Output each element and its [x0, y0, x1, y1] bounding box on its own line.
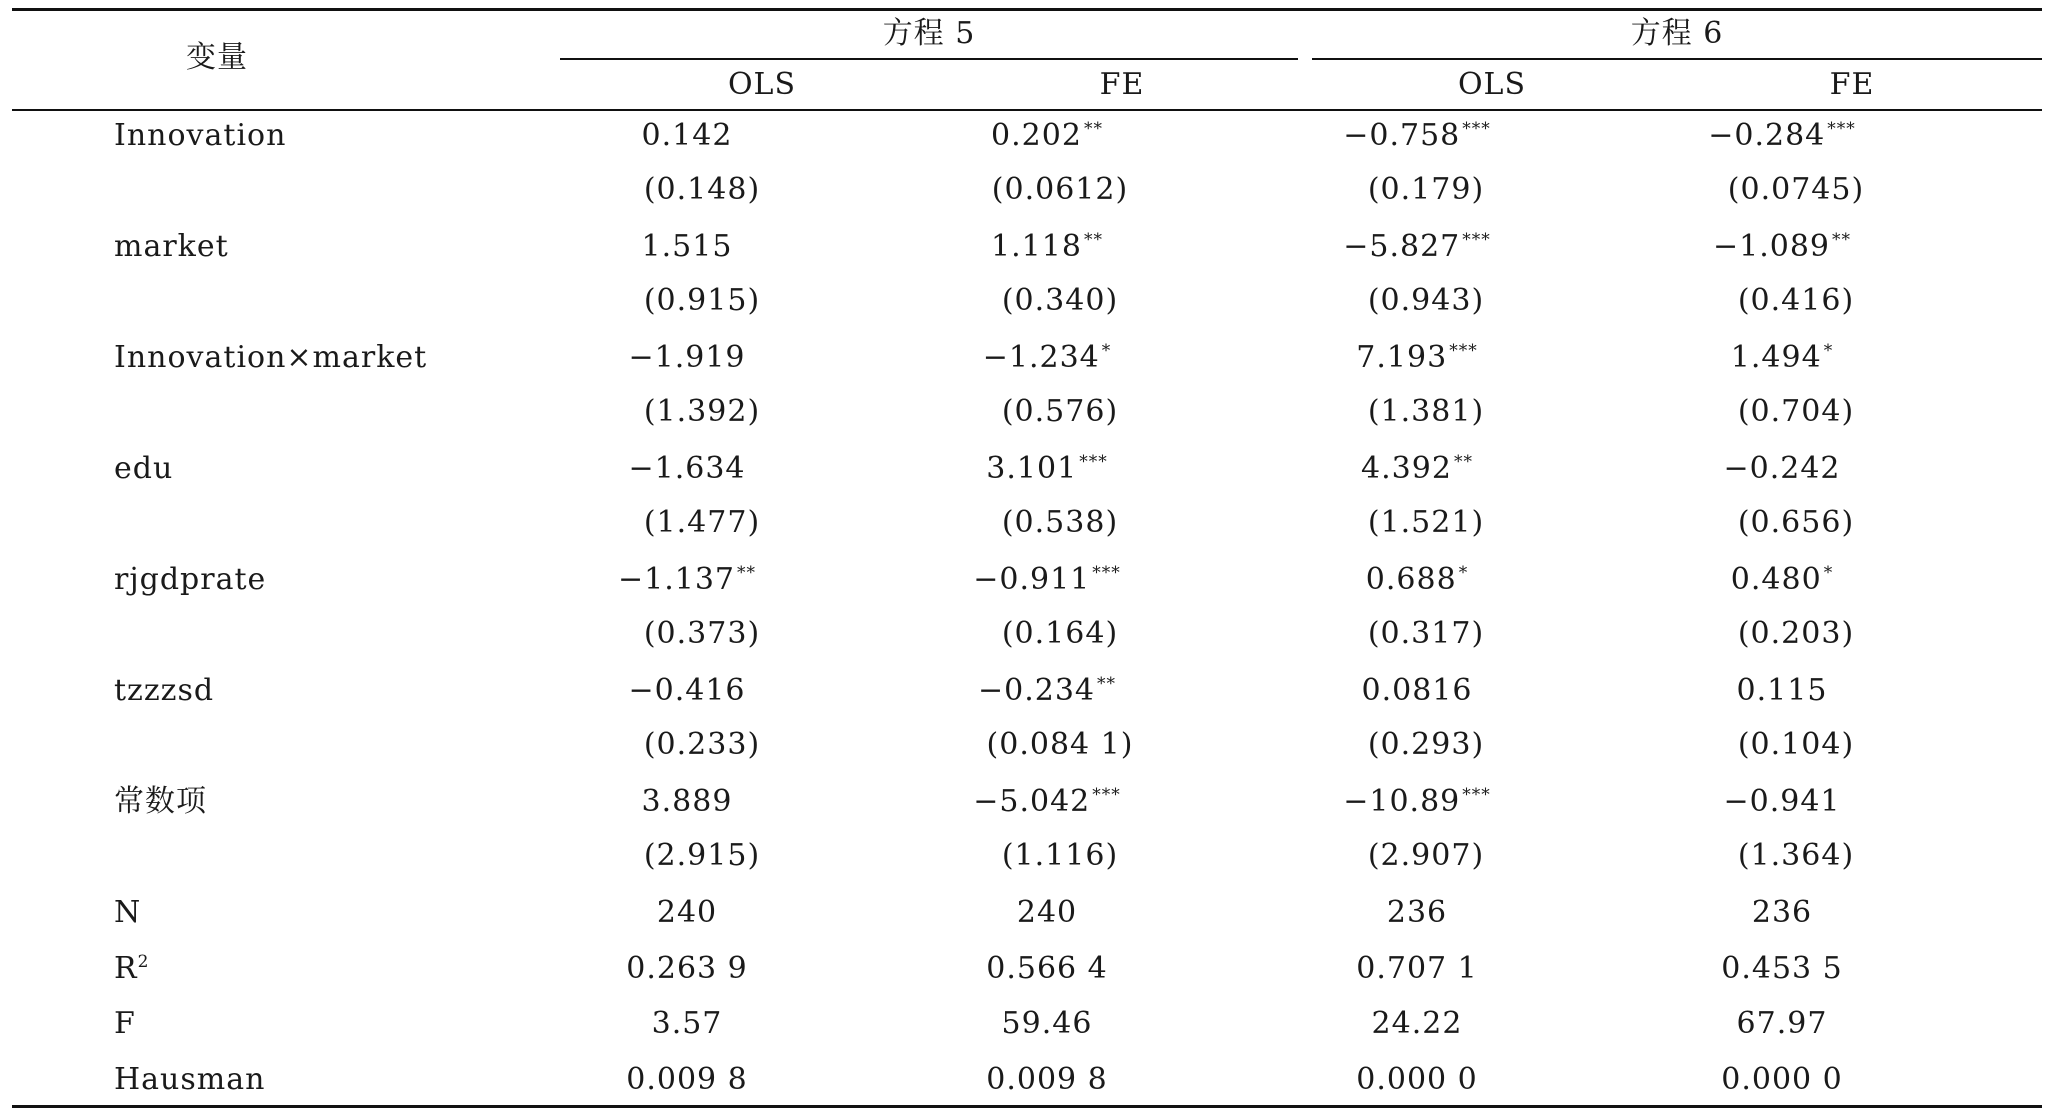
significance-stars: **: [737, 563, 757, 583]
coef-cell: [618, 562, 756, 598]
cell-value: 0.009 8: [986, 1062, 1108, 1097]
coef-cell: [1361, 451, 1473, 487]
header-eq6-fe: FE: [1829, 67, 1875, 102]
cell-value: 1.118: [991, 229, 1082, 264]
std-error-cell: [1368, 838, 1484, 874]
cell-value: (0.340): [1001, 283, 1119, 318]
coef-cell: [1362, 673, 1473, 709]
cell-value: 0.000 0: [1721, 1062, 1843, 1097]
coef-cell: [1356, 340, 1477, 376]
coef-cell: [1737, 1006, 1828, 1042]
cell-value: −0.242: [1723, 451, 1841, 486]
significance-stars: **: [1832, 230, 1852, 250]
coef-cell: [991, 118, 1103, 154]
header-group-eq5: 方程 5: [882, 16, 976, 51]
header-eq5-fe: FE: [1099, 67, 1145, 102]
std-error-cell: [992, 172, 1128, 208]
cell-value: 0.115: [1736, 673, 1828, 708]
cell-value: −1.234: [982, 340, 1100, 375]
group-rule-eq6: [1312, 58, 2042, 60]
coef-cell: [1002, 1006, 1093, 1042]
cell-value: (0.538): [1001, 505, 1119, 540]
significance-stars: ***: [1449, 341, 1478, 361]
coef-cell: [1372, 1006, 1463, 1042]
header-rule: [12, 109, 2042, 111]
significance-stars: ***: [1462, 785, 1491, 805]
cell-value: (1.477): [643, 505, 761, 540]
coef-cell: [986, 951, 1108, 987]
significance-stars: **: [1453, 452, 1473, 472]
cell-value: (0.317): [1367, 616, 1485, 651]
cell-value: −10.89: [1343, 784, 1461, 819]
coef-cell: [978, 673, 1116, 709]
cell-value: 0.480: [1730, 562, 1822, 597]
coef-cell: [652, 1006, 723, 1042]
coef-cell: [1731, 562, 1833, 598]
cell-value: −0.234: [977, 673, 1096, 708]
coef-cell: [1721, 1062, 1843, 1098]
std-error-cell: [1738, 505, 1854, 541]
coef-cell: [1713, 229, 1851, 265]
cell-value: (0.0745): [1727, 172, 1865, 207]
group-rule-eq5: [560, 58, 1298, 60]
cell-value: 0.202: [991, 118, 1082, 153]
significance-stars: ***: [1462, 119, 1491, 139]
coef-cell: [1017, 895, 1077, 931]
cell-value: 0.0816: [1361, 673, 1473, 708]
coef-cell: [983, 340, 1112, 376]
std-error-cell: [1002, 394, 1118, 430]
row-label: F: [114, 1006, 136, 1041]
cell-value: (0.148): [643, 172, 761, 207]
row-label: Innovation: [114, 118, 287, 153]
bottom-rule: [12, 1105, 2042, 1108]
coef-cell: [657, 895, 717, 931]
cell-value: 0.263 9: [626, 951, 748, 986]
cell-value: (0.704): [1737, 394, 1855, 429]
std-error-cell: [644, 727, 760, 763]
top-rule: [12, 8, 2042, 11]
std-error-cell: [1368, 616, 1484, 652]
header-group-eq6: 方程 6: [1630, 16, 1724, 51]
row-label: market: [114, 229, 229, 264]
cell-value: (0.576): [1001, 394, 1119, 429]
cell-value: (0.656): [1737, 505, 1855, 540]
std-error-cell: [1728, 172, 1864, 208]
cell-value: 59.46: [1001, 1006, 1093, 1041]
coef-cell: [1366, 562, 1468, 598]
cell-value: 0.566 4: [986, 951, 1108, 986]
significance-stars: **: [1097, 674, 1117, 694]
std-error-cell: [644, 283, 760, 319]
cell-value: −5.042: [973, 784, 1091, 819]
coef-cell: [1356, 1062, 1478, 1098]
std-error-cell: [987, 727, 1134, 763]
significance-stars: **: [1083, 230, 1103, 250]
significance-stars: **: [1083, 119, 1103, 139]
cell-value: 3.889: [641, 784, 733, 819]
cell-value: (1.116): [1001, 838, 1119, 873]
significance-stars: *: [1823, 341, 1834, 361]
header-variable: 变量: [186, 40, 248, 75]
coef-cell: [1752, 895, 1812, 931]
coef-cell: [991, 229, 1103, 265]
cell-value: 0.707 1: [1356, 951, 1478, 986]
cell-value: (0.373): [643, 616, 761, 651]
row-label: $R^2$: [114, 951, 150, 986]
row-label: N: [114, 895, 142, 930]
coef-cell: [986, 451, 1107, 487]
cell-value: −1.919: [628, 340, 746, 375]
cell-value: (0.416): [1737, 283, 1855, 318]
coef-cell: [628, 673, 745, 709]
std-error-cell: [1738, 283, 1854, 319]
cell-value: 0.453 5: [1721, 951, 1843, 986]
cell-value: 24.22: [1371, 1006, 1463, 1041]
std-error-cell: [1368, 394, 1484, 430]
cell-value: 67.97: [1736, 1006, 1828, 1041]
cell-value: 0.009 8: [626, 1062, 748, 1097]
std-error-cell: [1368, 283, 1484, 319]
cell-value: 7.193: [1356, 340, 1448, 375]
std-error-cell: [1738, 838, 1854, 874]
std-error-cell: [644, 505, 760, 541]
row-label: Innovation×market: [114, 340, 428, 375]
cell-value: −0.284: [1708, 118, 1826, 153]
coef-cell: [1343, 118, 1491, 154]
coef-cell: [1723, 451, 1840, 487]
coef-cell: [642, 229, 733, 265]
significance-stars: *: [1101, 341, 1112, 361]
significance-stars: ***: [1079, 452, 1108, 472]
row-label: edu: [114, 451, 174, 486]
cell-value: (1.364): [1737, 838, 1855, 873]
coef-cell: [1343, 784, 1491, 820]
significance-stars: *: [1823, 563, 1834, 583]
cell-value: (0.104): [1737, 727, 1855, 762]
cell-value: (0.293): [1367, 727, 1485, 762]
std-error-cell: [644, 172, 760, 208]
cell-value: (0.0612): [991, 172, 1129, 207]
cell-value: 3.101: [986, 451, 1078, 486]
cell-value: (0.233): [643, 727, 761, 762]
coef-cell: [628, 340, 745, 376]
coef-cell: [1356, 951, 1478, 987]
significance-stars: ***: [1092, 563, 1121, 583]
coef-cell: [642, 118, 733, 154]
cell-value: 1.515: [641, 229, 733, 264]
cell-value: (2.915): [643, 838, 761, 873]
coef-cell: [1708, 118, 1856, 154]
cell-value: 3.57: [651, 1006, 723, 1041]
cell-value: (0.943): [1367, 283, 1485, 318]
regression-table: [12, 8, 2042, 1108]
coef-cell: [1721, 951, 1843, 987]
significance-stars: ***: [1462, 230, 1491, 250]
cell-value: (1.521): [1367, 505, 1485, 540]
row-label: tzzzsd: [114, 673, 215, 708]
cell-value: (0.915): [643, 283, 761, 318]
cell-value: 0.142: [641, 118, 733, 153]
row-label: 常数项: [114, 784, 207, 819]
std-error-cell: [1002, 616, 1118, 652]
cell-value: 236: [1386, 895, 1448, 930]
cell-value: 236: [1751, 895, 1813, 930]
cell-value: −0.911: [973, 562, 1091, 597]
std-error-cell: [1368, 505, 1484, 541]
cell-value: (0.084 1): [986, 727, 1134, 762]
coef-cell: [626, 951, 748, 987]
std-error-cell: [644, 616, 760, 652]
header-eq5-ols: OLS: [727, 67, 797, 102]
coef-cell: [986, 1062, 1108, 1098]
significance-stars: ***: [1827, 119, 1856, 139]
coef-cell: [626, 1062, 748, 1098]
coef-cell: [1343, 229, 1491, 265]
coef-cell: [628, 451, 745, 487]
std-error-cell: [1738, 394, 1854, 430]
row-label-superscript: 2: [137, 952, 150, 972]
std-error-cell: [1738, 616, 1854, 652]
std-error-cell: [1002, 838, 1118, 874]
coef-cell: [1387, 895, 1447, 931]
std-error-cell: [644, 838, 760, 874]
cell-value: 0.000 0: [1356, 1062, 1478, 1097]
cell-value: −1.089: [1712, 229, 1831, 264]
cell-value: (1.392): [643, 394, 761, 429]
cell-value: (0.179): [1367, 172, 1485, 207]
std-error-cell: [644, 394, 760, 430]
cell-value: 1.494: [1730, 340, 1822, 375]
coef-cell: [642, 784, 733, 820]
cell-value: 4.392: [1361, 451, 1452, 486]
coef-cell: [973, 784, 1121, 820]
cell-value: −5.827: [1343, 229, 1461, 264]
cell-value: −1.137: [617, 562, 736, 597]
std-error-cell: [1002, 283, 1118, 319]
cell-value: 0.688: [1365, 562, 1457, 597]
coef-cell: [1731, 340, 1833, 376]
significance-stars: *: [1458, 563, 1469, 583]
header-eq6-ols: OLS: [1457, 67, 1527, 102]
coef-cell: [1737, 673, 1828, 709]
cell-value: −0.941: [1723, 784, 1841, 819]
coef-cell: [973, 562, 1121, 598]
cell-value: (1.381): [1367, 394, 1485, 429]
row-label: Hausman: [114, 1062, 266, 1097]
cell-value: (0.164): [1001, 616, 1119, 651]
coef-cell: [1723, 784, 1840, 820]
cell-value: (0.203): [1737, 616, 1855, 651]
row-label: rjgdprate: [114, 562, 267, 597]
cell-value: 240: [656, 895, 718, 930]
cell-value: (2.907): [1367, 838, 1485, 873]
std-error-cell: [1738, 727, 1854, 763]
cell-value: −0.416: [628, 673, 746, 708]
cell-value: 240: [1016, 895, 1078, 930]
std-error-cell: [1002, 505, 1118, 541]
std-error-cell: [1368, 727, 1484, 763]
cell-value: −0.758: [1343, 118, 1461, 153]
cell-value: −1.634: [628, 451, 746, 486]
significance-stars: ***: [1092, 785, 1121, 805]
std-error-cell: [1368, 172, 1484, 208]
